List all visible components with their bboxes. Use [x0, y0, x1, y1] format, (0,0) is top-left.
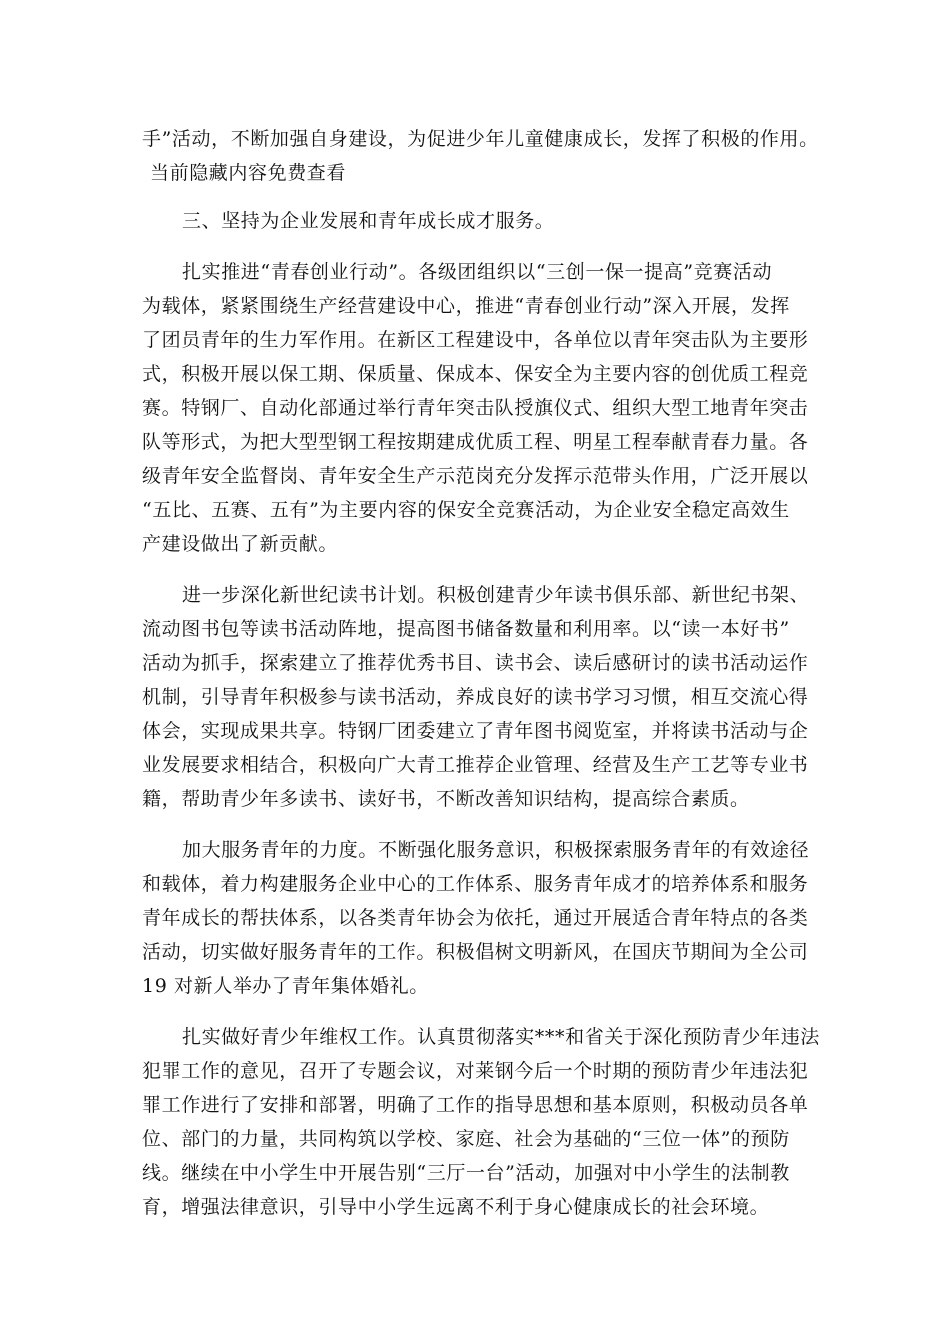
paragraph-line: 为载体，紧紧围绕生产经营建设中心，推进“青春创业行动”深入开展，发挥 [142, 295, 790, 317]
paragraph-line: 机制，引导青年积极参与读书活动，养成良好的读书学习习惯，相互交流心得 [142, 686, 809, 708]
paragraph-line: 活动为抓手，探索建立了推荐优秀书目、读书会、读后感研讨的读书活动运作 [142, 652, 809, 674]
paragraph-line: 级青年安全监督岗、青年安全生产示范岗充分发挥示范带头作用，广泛开展以 [142, 465, 809, 487]
intro-line: 手”活动，不断加强自身建设，为促进少年儿童健康成长，发挥了积极的作用。 [142, 128, 819, 150]
paragraph-line: 活动，切实做好服务青年的工作。积极倡树文明新风，在国庆节期间为全公司 [142, 941, 809, 963]
section-heading: 三、坚持为企业发展和青年成长成才服务。 [182, 210, 555, 232]
paragraph-line: 19 对新人举办了青年集体婚礼。 [142, 975, 429, 997]
paragraph-line: 和载体，着力构建服务企业中心的工作体系、服务青年成才的培养体系和服务 [142, 873, 809, 895]
paragraph-rights-protection [142, 1020, 824, 1224]
paragraph-line: 产建设做出了新贡献。 [142, 533, 339, 555]
paragraph-line: 式，积极开展以保工期、保质量、保成本、保安全为主要内容的创优质工程竞 [142, 363, 809, 385]
paragraph-reading-plan [142, 578, 824, 816]
paragraph-youth-entrepreneurship [142, 255, 824, 561]
paragraph-line: 扎实做好青少年维权工作。认真贯彻落实***和省关于深化预防青少年违法 [182, 1026, 820, 1048]
paragraph-line: 青年成长的帮扶体系，以各类青年协会为依托，通过开展适合青年特点的各类 [142, 907, 809, 929]
paragraph-line: 进一步深化新世纪读书计划。积极创建青少年读书俱乐部、新世纪书架、 [182, 584, 810, 606]
paragraph-line: 业发展要求相结合，积极向广大青工推荐企业管理、经营及生产工艺等专业书 [142, 754, 809, 776]
paragraph-line: 育，增强法律意识，引导中小学生远离不利于身心健康成长的社会环境。 [142, 1196, 770, 1218]
paragraph-youth-service [142, 833, 824, 1003]
section-heading-block [142, 204, 824, 238]
intro-paragraph [142, 122, 824, 190]
paragraph-line: 了团员青年的生力军作用。在新区工程建设中，各单位以青年突击队为主要形 [142, 329, 809, 351]
paragraph-line: 线。继续在中小学生中开展告别“三厅一台”活动，加强对中小学生的法制教 [142, 1162, 790, 1184]
paragraph-line: 赛。特钢厂、自动化部通过举行青年突击队授旗仪式、组织大型工地青年突击 [142, 397, 809, 419]
paragraph-line: 罪工作进行了安排和部署，明确了工作的指导思想和基本原则，积极动员各单 [142, 1094, 809, 1116]
paragraph-line: “五比、五赛、五有”为主要内容的保安全竞赛活动，为企业安全稳定高效生 [142, 499, 790, 521]
paragraph-line: 体会，实现成果共享。特钢厂团委建立了青年图书阅览室，并将读书活动与企 [142, 720, 809, 742]
paragraph-line: 籍，帮助青少年多读书、读好书，不断改善知识结构，提高综合素质。 [142, 788, 750, 810]
paragraph-line: 位、部门的力量，共同构筑以学校、家庭、社会为基础的“三位一体”的预防 [142, 1128, 790, 1150]
paragraph-line: 流动图书包等读书活动阵地，提高图书储备数量和利用率。以“读一本好书” [142, 618, 790, 640]
document-page [142, 122, 824, 1241]
hidden-content-link[interactable]: 当前隐藏内容免费查看 [150, 162, 347, 184]
paragraph-line: 扎实推进“青春创业行动”。各级团组织以“三创一保一提高”竞赛活动 [182, 261, 773, 283]
paragraph-line: 犯罪工作的意见，召开了专题会议，对莱钢今后一个时期的预防青少年违法犯 [142, 1060, 809, 1082]
paragraph-line: 加大服务青年的力度。不断强化服务意识，积极探索服务青年的有效途径 [182, 839, 810, 861]
paragraph-line: 队等形式，为把大型型钢工程按期建成优质工程、明星工程奉献青春力量。各 [142, 431, 809, 453]
